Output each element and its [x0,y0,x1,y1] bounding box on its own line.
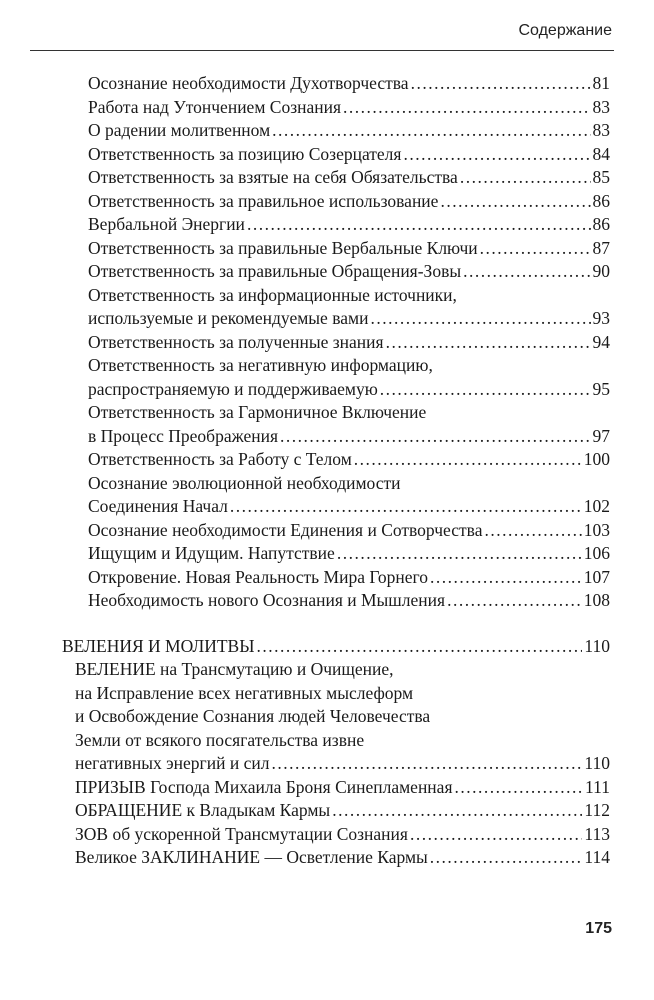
dot-leader [440,190,590,214]
toc-entry-title: О радении молитвенном [88,120,271,140]
toc-entry-title: Ответственность за информационные источники, [88,284,457,305]
dot-leader [455,776,584,800]
toc-entry-title: ЗОВ об ускоренной Трансмутации Сознания [75,823,408,844]
dot-leader [380,378,591,402]
toc-page-number: 84 [592,143,610,164]
dot-leader [386,331,591,355]
toc-entry [0,143,610,167]
toc-entry-title: Необходимость нового Осознания и Мышления [88,590,446,610]
toc-page-number: 103 [583,519,610,540]
dot-leader [410,823,582,847]
dot-leader [256,635,582,659]
toc-entry-title: ОБРАЩЕНИЕ к Владыкам Кармы [75,800,331,820]
dot-leader [430,846,583,870]
toc-entry [0,705,610,729]
toc-page-number: 87 [592,237,610,258]
toc-entry [0,354,610,378]
toc-page-number: 111 [585,776,610,797]
dot-leader [430,566,582,590]
dot-leader [280,425,591,449]
toc-page-number: 93 [592,308,610,328]
toc-page-number: 94 [592,331,610,352]
toc-entry-title: Откровение. Новая Реальность Мира Горнего [88,566,429,587]
page-number: 175 [585,920,612,937]
toc-page-number: 114 [584,847,610,867]
toc-entry [0,776,610,800]
toc-page-number: 100 [583,449,610,469]
toc-entry [0,260,610,284]
toc-entry-title: Ответственность за взятые на себя Обязательства [88,167,458,187]
dot-leader [460,166,591,190]
toc-page-number: 110 [584,753,610,773]
toc-page-number: 112 [584,800,610,820]
toc-entry [0,425,610,449]
toc-entry [0,799,610,823]
header-rule [30,50,614,51]
toc-page-number: 90 [592,261,610,281]
toc-entry-title: Осознание необходимости Духотворчества [88,73,409,93]
toc-entry [0,96,610,120]
toc-page-number: 108 [583,590,610,610]
toc-entry-title: Ответственность за позицию Созерцателя [88,143,402,164]
toc-page-number: 110 [584,635,610,656]
toc-entry [0,378,610,402]
dot-leader [343,96,590,120]
toc-entry-title: распространяемую и поддерживаемую [88,378,378,399]
toc-entry-title: Вербальной Энергии [88,214,245,234]
toc-entry-title: Ответственность за правильные Вербальные Ключи [88,237,478,258]
toc-entry [0,331,610,355]
toc-entry [0,472,610,496]
toc-entry [0,519,610,543]
dot-leader [230,495,582,519]
toc-entry [0,542,610,566]
toc-entry [0,307,610,331]
dot-leader [480,237,591,261]
toc-entry [0,495,610,519]
toc-entry [0,589,610,613]
toc-entry [0,682,610,706]
toc-entry-title: Ответственность за негативную информацию, [88,355,433,375]
toc-entry-title: на Исправление всех негативных мыслеформ [75,682,414,703]
dot-leader [463,260,590,284]
toc-page-number: 86 [592,214,610,234]
toc-entry [0,658,610,682]
toc-entry [0,166,610,190]
toc-entry [0,823,610,847]
dot-leader [403,143,590,167]
toc-entry-title: Ответственность за Гармоничное Включение [88,402,427,422]
toc-entry [0,566,610,590]
toc-page-number: 83 [592,120,610,140]
toc-entry-title: в Процесс Преображения [88,425,278,446]
toc-entry-title: негативных энергий и сил [75,753,270,773]
table-of-contents [0,72,654,870]
dot-leader [447,589,582,613]
toc-entry [0,190,610,214]
dot-leader [484,519,581,543]
toc-entry-title: Работа над Утончением Сознания [88,96,342,117]
dot-leader [411,72,591,96]
toc-entry [0,729,610,753]
toc-page-number: 102 [583,496,610,516]
toc-entry-title: Великое ЗАКЛИНАНИЕ — Осветление Кармы [75,847,428,867]
dot-leader [337,542,582,566]
toc-entry-title: Осознание эволюционной необходимости [88,472,401,493]
dot-leader [354,448,582,472]
toc-entry-title: Осознание необходимости Единения и Сотворчества [88,519,483,540]
toc-entry-title: ВЕЛЕНИЯ И МОЛИТВЫ [62,635,255,656]
dot-leader [370,307,590,331]
toc-entry-title: Ответственность за правильные Обращения-Зовы [88,261,462,281]
toc-entry-title: Земли от всякого посягательства извне [75,729,365,750]
toc-entry [0,237,610,261]
section-gap [0,613,654,635]
toc-page-number: 85 [592,167,610,187]
toc-entry [0,752,610,776]
toc-entry-title: Ответственность за полученные знания [88,331,384,352]
toc-page-number: 113 [584,823,610,844]
toc-page-number: 83 [592,96,610,117]
dot-leader [272,119,590,143]
toc-entry-title: ВЕЛЕНИЕ на Трансмутацию и Очищение, [75,659,394,679]
toc-entry [0,448,610,472]
toc-page-number: 107 [583,566,610,587]
toc-entry [0,213,610,237]
toc-page-number: 86 [592,190,610,211]
toc-entry-title: используемые и рекомендуемые вами [88,308,369,328]
toc-entry-title: ПРИЗЫВ Господа Михаила Броня Синепламенная [75,776,453,797]
toc-page-number: 97 [592,425,610,446]
toc-entry-title: Ищущим и Идущим. Напутствие [88,543,335,563]
toc-entry-title: Соединения Начал [88,496,228,516]
toc-page-number: 95 [592,378,610,399]
dot-leader [247,213,591,237]
toc-entry [0,401,610,425]
toc-entry [0,846,610,870]
running-header-title: Содержание [518,22,612,39]
dot-leader [332,799,582,823]
toc-entry-title: Ответственность за правильное использование [88,190,439,211]
toc-entry-title: и Освобождение Сознания людей Человечества [75,706,431,726]
toc-section-heading [0,635,610,659]
toc-page-number: 81 [592,73,610,93]
toc-page-number: 106 [583,543,610,563]
toc-entry [0,72,610,96]
toc-entry [0,284,610,308]
dot-leader [271,752,582,776]
toc-entry [0,119,610,143]
toc-entry-title: Ответственность за Работу с Телом [88,449,352,469]
